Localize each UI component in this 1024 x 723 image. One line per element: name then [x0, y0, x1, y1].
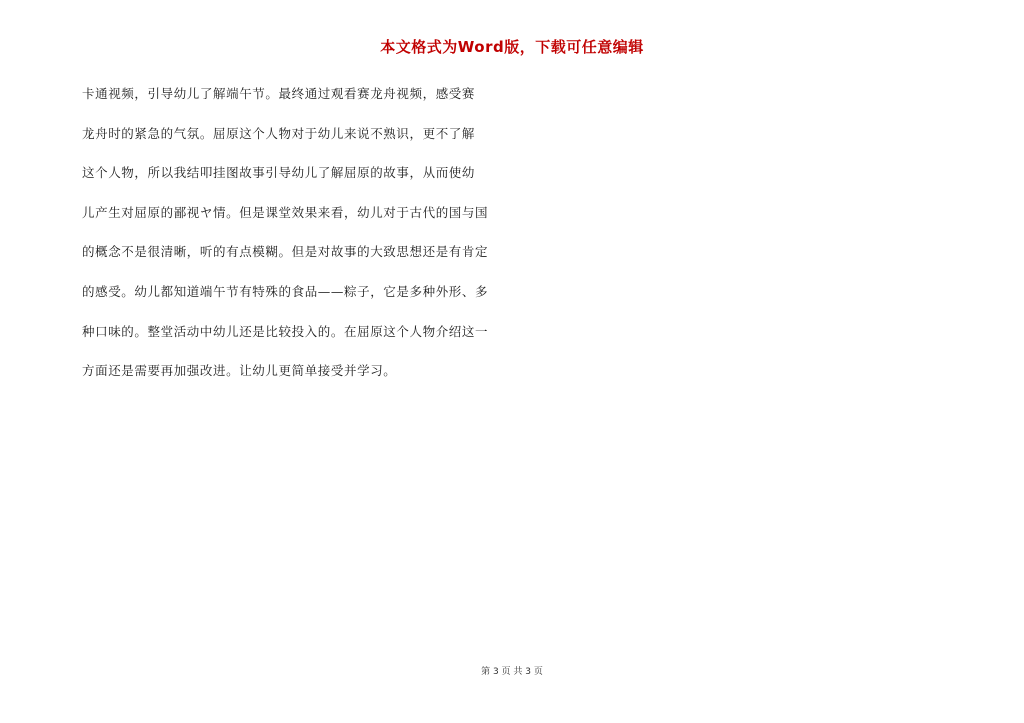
text-line: 龙舟时的紧急的气氛。屈原这个人物对于幼儿来说不熟识，更不了解	[82, 125, 476, 141]
text-line: 的概念不是很清晰，听的有点模糊。但是对故事的大致思想还是有肯定	[82, 244, 489, 260]
header-banner: 本文格式为Word版，下载可任意编辑	[380, 38, 644, 56]
page-number: 第 3 页 共 3 页	[481, 667, 543, 677]
text-line: 卡通视频，引导幼儿了解端午节。最终通过观看赛龙舟视频，感受赛	[82, 86, 476, 101]
body-text	[82, 80, 512, 397]
text-line: 的感受。幼儿都知道端午节有特殊的食品——粽子，它是多种外形、多	[82, 283, 489, 299]
text-line: 方面还是需要再加强改进。让幼儿更简单接受并学习。	[82, 363, 397, 379]
text-line: 儿产生对屈原的鄙视ヤ情。但是课堂效果来看，幼儿对于古代的国与国	[82, 204, 489, 220]
text-line: 种口味的。整堂活动中幼儿还是比较投入的。在屈原这个人物介绍这一	[82, 323, 489, 339]
text-line: 这个人物，所以我结叩挂图故事引导幼儿了解屈原的故事，从而使幼	[82, 165, 476, 181]
